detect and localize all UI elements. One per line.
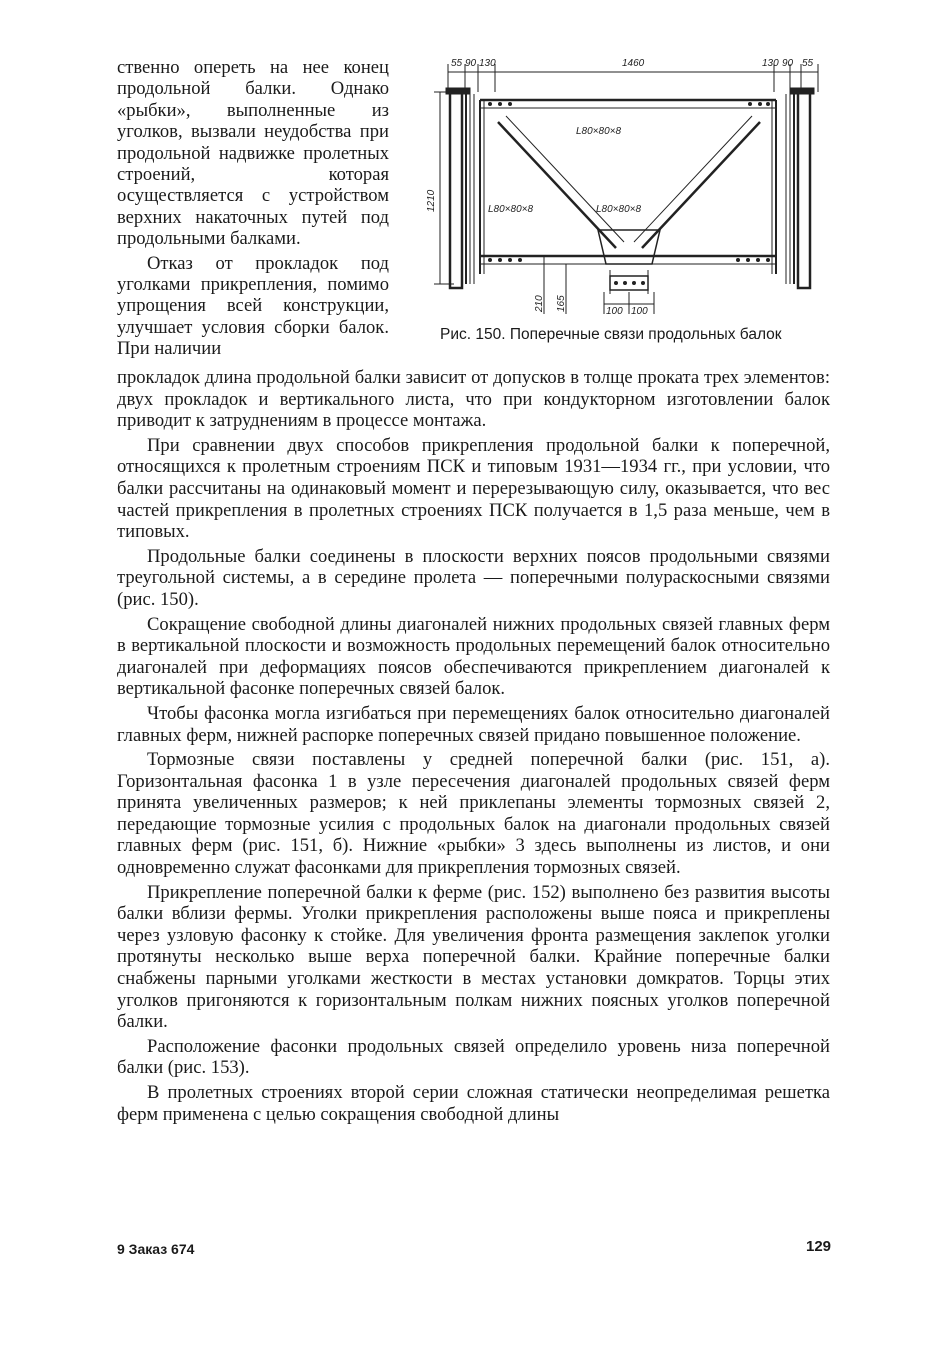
angle-label-right: L80×80×8 (596, 204, 642, 215)
cross-bracing-drawing (420, 52, 830, 352)
dim-label-130-left: 130 (479, 58, 496, 69)
dim-label-90-right: 90 (782, 58, 794, 69)
dim-label-55-right: 55 (802, 58, 814, 69)
dim-label-1210: 1210 (426, 189, 437, 212)
dim-label-55-left: 55 (451, 58, 463, 69)
paragraph-comparison: При сравнении двух способов прикрепления продольной балки к поперечной, относящихся к пролетным строениям ПСК и типовым 1931—1934 гг., при условии, что балки рассчитаны на одинаковый момент и перерезывающую силу, оказывается, что вес частей прикрепления в пролетных строениях ПСК получается в 1,5 раза меньше, чем в типовых. (117, 434, 830, 543)
paragraph-second-series: В пролетных строениях второй серии сложная статически неопределимая решетка ферм применена с целью сокращения свободной длины (117, 1082, 830, 1125)
main-text (117, 367, 830, 1128)
paragraph-longitudinal-bracing: Продольные балки соединены в плоскости верхних поясов продольными связями треугольной системы, а в середине пролета — поперечными полураскосными связями (рис. 150). (117, 545, 830, 610)
paragraph-diagonals: Сокращение свободной длины диагоналей нижних продольных связей главных ферм в вертикальной плоскости и возможность продольных перемещений балок относительно диагоналей при деформациях поясов обеспечиваются прикреплением диагоналей к вертикальной фасонке поперечных связей балок. (117, 613, 830, 700)
intro-column (117, 57, 389, 360)
figure-caption: Рис. 150. Поперечные связи продольных балок (440, 326, 782, 343)
intro-paragraph-2: Отказ от прокладок под уголками прикрепления, помимо упрощения всей конструкции, улучшает условия сборки балок. При наличии (117, 252, 389, 360)
dim-label-210: 210 (534, 295, 545, 312)
paragraph-continued: прокладок длина продольной балки зависит от допусков в толще проката трех элементов: двух прокладок и вертикального листа, что при кондукторном изготовлении балок приводит к затруднениям в процессе монтажа. (117, 367, 830, 432)
angle-label-left: L80×80×8 (488, 204, 534, 215)
paragraph-braking-bracing: Тормозные связи поставлены у средней поперечной балки (рис. 151, а). Горизонтальная фасонка 1 в узле пересечения диагоналей продольных связей ферм принята увеличенных размеров; к ней приклепаны элементы тормозных связей 2, передающие тормозные усилия с продольных балок на диагонали продольных связей главных ферм (рис. 151, б). Нижние «рыбки» 3 здесь выполнены из листов, и они одновременно служат фасонками для прикрепления тормозных связей. (117, 749, 830, 879)
dim-label-100-a: 100 (606, 306, 623, 317)
dim-label-100-b: 100 (631, 306, 648, 317)
dim-label-130-right: 130 (762, 58, 779, 69)
intro-paragraph-1: ственно опереть на нее конец продольной балки. Однако «рыбки», выполненные из уголков, вызвали неудобства при продольной надвижке пролетных строений, которая осуществляется с устройством верхних накаточных путей под продольными балками. (117, 57, 389, 250)
paragraph-gusset-level: Расположение фасонки продольных связей определило уровень низа поперечной балки (рис. 153). (117, 1035, 830, 1079)
dim-label-90-left: 90 (465, 58, 477, 69)
dim-label-1460: 1460 (622, 58, 645, 69)
dim-label-165: 165 (556, 295, 567, 312)
paragraph-gusset: Чтобы фасонка могла изгибаться при перемещениях балок относительно диагоналей главных ферм, нижней распорке поперечных связей придано повышенное положение. (117, 702, 830, 746)
paragraph-floor-beam-connection: Прикрепление поперечной балки к ферме (рис. 152) выполнено без развития высоты балки вблизи фермы. Уголки прикрепления расположены выше пояса и прикреплены через узловую фасонку к стойке. Для увеличения фронта размещения заклепок уголки протянуты несколько выше верха поперечной балки. Крайние поперечные балки снабжены парными уголками жесткости в местах установки домкратов. Торцы этих уголков пригоняются к горизонтальным полкам нижних поясных уголков поперечной балки. (117, 881, 830, 1033)
printer-signature: 9 Заказ 674 (117, 1241, 195, 1257)
page-number: 129 (806, 1238, 832, 1255)
figure-150 (420, 52, 830, 352)
angle-label-top: L80×80×8 (576, 126, 622, 137)
